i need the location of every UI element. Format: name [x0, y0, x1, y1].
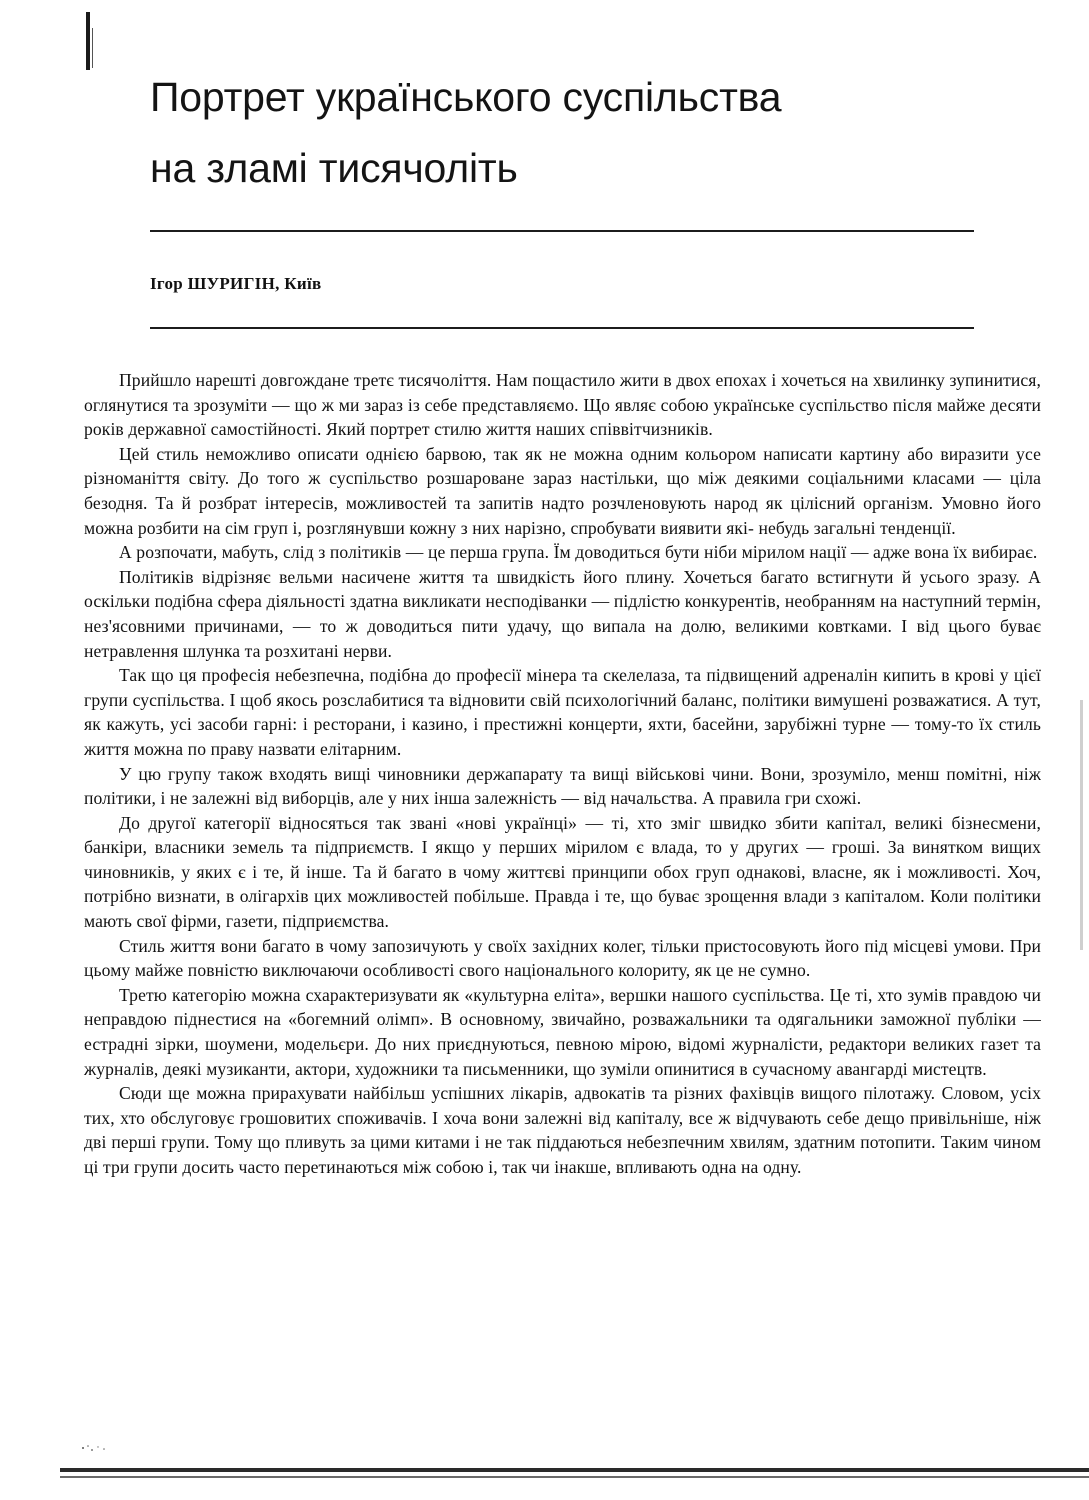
scan-edge-mark-thin [92, 28, 93, 68]
paragraph: Так що ця професія небезпечна, подібна до професії мінера та скелелаза, та підвищений адреналін кипить в крові у цієї групи суспільства. І щоб якось розслабитися та відновити свій психологічний баланс, політики вимушені розважатися. А тут, як кажуть, усі засоби гарні: і ресторани, і казино, і престижні концерти, яхти, басейни, зарубіжні турне — тому-то їх стиль життя можна по праву назвати елітарним. [84, 665, 1041, 759]
article-title: Портрет українського суспільства на зламі тисячоліть [150, 74, 782, 191]
article-body [84, 368, 1041, 1180]
author-divider [150, 327, 974, 329]
scan-bottom-edge [60, 1468, 1089, 1472]
paragraph: Третю категорію можна схарактеризувати як «культурна еліта», вершки нашого суспільства. Це ті, хто зумів правдою чи неправдою піднестися на «богемний олімп». В основному, звичайно, розважальники та одягальники заможної публіки — естрадні зірки, шоумени, модельєри. До них приєднуються, певною мірою, відомі журналісти, редактори великих газет та журналів, деякі музиканти, актори, художники та письменники, що зуміли опинитися в сучасному авангарді мистецтв. [84, 984, 1041, 1079]
paragraph: У цю групу також входять вищі чиновники держапарату та вищі військові чини. Вони, зрозуміло, менш помітні, ніж політики, і не залежні від виборців, але у них інша залежність — від начальства. А правила гри схожі. [84, 763, 1041, 809]
paragraph: Сюди ще можна прирахувати найбільш успішних лікарів, адвокатів та різних фахівців вищого пілотажу. Словом, усіх тих, хто обслуговує грошовитих споживачів. І хоча вони залежні від капіталу, все ж відчувають себе дещо привільніше, ніж дві перші групи. Тому що пливуть за цими китами і не так піддаються небезпечним хвилям, здатним потопити. Таким чином ці три групи досить часто перетинаються між собою і, так чи інакше, впливають одна на одну. [84, 1083, 1041, 1177]
paragraph: Політиків відрізняє вельми насичене життя та швидкість його плину. Хочеться багато встигнути й усього зразу. А оскільки подібна сфера діяльності здатна викликати несподіванки — підлістю конкурентів, необранням на наступний термін, нез'ясовними причинами, — то ж доводиться пити удачу, що випала на долю, великими ковтками. І від цього буває нетравлення шлунка та розхитані нерви. [84, 566, 1041, 661]
paragraph: До другої категорії відносяться так звані «нові українці» — ті, хто зміг швидко збити капітал, великі бізнесмени, банкіри, власники земель та підприємств. І якщо у перших мірилом є влада, то у других — гроші. За винятком вищих чиновників, у яких є і те, й інше. Та й багато в чому життєві принципи обох груп однакові, власне, як і можливості. Хоч, потрібно визнати, в олігархів цих можливостей побільше. Правда і те, що буває зрощення влади з капіталом. Коли політики мають свої фірми, газети, підприємства. [84, 812, 1041, 932]
paragraph: Цей стиль неможливо описати однією барвою, так як не можна одним кольором написати картину або виразити усе різноманіття світу. До того ж суспільство розшароване зараз настільки, що між деякими соціальними класами — ціла безодня. Та й розбрат інтересів, можливостей та запитів надто розчленовують народ як цілісний організм. Умовно його можна розбити на сім груп і, розглянувши кожну з них нарізно, спробувати виявити які- небудь загальні тенденції. [84, 443, 1041, 538]
paragraph: А розпочати, мабуть, слід з політиків — це перша група. Їм доводиться бути ніби мірилом нації — адже вона їх вибирає. [119, 542, 1038, 563]
scan-artifact [1080, 700, 1083, 950]
paragraph: Прийшло нарешті довгождане третє тисячоліття. Нам пощастило жити в двох епохах і хочеться на хвилинку зупинитися, оглянутися та зрозуміти — що ж ми зараз із себе представляємо. Що являє собою українське суспільство після майже десяти років державної самостійності. Який портрет стилю життя наших співвітчизників. [84, 370, 1041, 440]
article-author: Ігор ШУРИГІН, Київ [150, 274, 322, 293]
scan-speckles [80, 1440, 110, 1456]
scan-edge-mark [86, 12, 90, 70]
paragraph: Стиль життя вони багато в чому запозичують у своїх західних колег, тільки пристосовують його під місцеві умови. При цьому майже повністю виключаючи особливості свого національного колориту, як це не сумно. [84, 935, 1041, 981]
title-divider [150, 230, 974, 232]
scan-bottom-edge-shadow [60, 1476, 1089, 1478]
